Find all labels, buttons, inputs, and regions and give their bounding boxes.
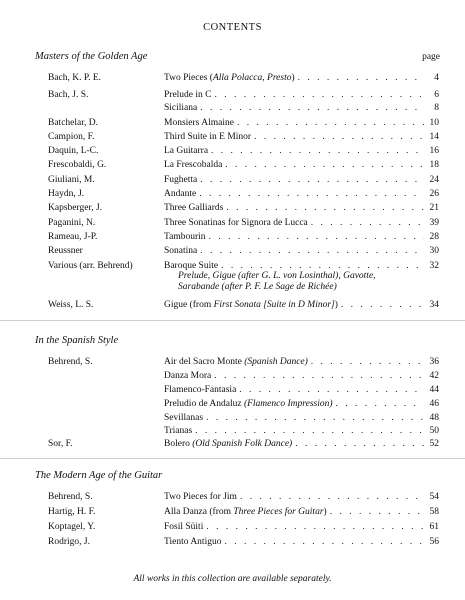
piece-title-text: Fughetta [164,175,198,185]
page-number: 48 [429,413,439,423]
page-number: 36 [429,357,439,367]
piece-title [164,369,211,383]
piece-line [164,130,439,144]
piece-line [164,244,439,258]
piece-title-text: Monsiers Almaine [164,118,234,128]
dot-leader [200,173,424,187]
piece-title-text: Andante [164,189,197,199]
dot-leader [209,230,424,244]
toc-entry[interactable] [0,397,465,411]
page-number: 42 [429,371,439,381]
page-number: 8 [434,103,439,113]
toc-entry[interactable] [0,144,465,158]
toc-entry[interactable] [0,369,465,383]
piece-title-text: Air del Sacro Monte [164,357,245,367]
piece-title [164,187,196,201]
page-number: 28 [429,232,439,242]
piece-title [164,411,203,425]
composer-name: Batchelar, D. [48,118,99,128]
page-number: 18 [429,160,439,170]
composer-name: Paganini, N. [48,218,96,228]
composer-name: Hartig, H. F. [48,507,96,517]
piece-title [164,505,327,519]
dot-leader [200,244,424,258]
page-number: 39 [429,218,439,228]
page-number: 50 [429,426,439,436]
dot-leader [195,424,424,438]
piece-title-text: Bolero [164,439,193,449]
dot-leader [206,411,424,425]
dot-leader [224,535,424,549]
page-title: CONTENTS [203,22,262,33]
piece-title [164,116,234,130]
piece-title-text: Two Pieces ( [164,73,213,83]
toc-entry[interactable] [0,383,465,397]
piece-title-text: Three Galliards [164,203,224,213]
dot-leader [240,490,424,504]
toc-entry[interactable] [0,355,465,369]
composer-name: Frescobaldi, G. [48,160,107,170]
page-number: 14 [429,132,439,142]
composer-name: Weiss, L. S. [48,300,94,310]
piece-title-text: La Guitarra [164,146,209,156]
piece-title-text: Sonatina [164,246,198,256]
page-number: 21 [429,203,439,213]
composer-name: Sor, F. [48,439,73,449]
piece-title-text: Two Pieces for Jim [164,492,237,502]
dot-leader [311,355,424,369]
composer-name: Giuliani, M. [48,175,95,185]
piece-line [164,158,439,172]
toc-entry[interactable] [0,490,465,504]
page-column-label: page [422,52,440,62]
composer-name: Bach, J. S. [48,90,89,100]
dot-leader [254,130,424,144]
section-title: In the Spanish Style [35,335,119,346]
piece-title-suffix: ) [323,507,327,517]
toc-entry[interactable] [0,187,465,201]
piece-title [164,437,292,451]
page-number: 30 [429,246,439,256]
piece-title-text: Flamenco-Fantasia [164,385,237,395]
dot-leader [200,101,424,115]
piece-line [164,424,439,438]
toc-entry[interactable] [0,505,465,519]
piece-title-italic: Three Pieces for Guitar [233,507,324,517]
toc-entry[interactable] [0,424,465,438]
piece-line [164,187,439,201]
piece-title [164,383,236,397]
piece-title [164,216,308,230]
piece-title-text: Three Sonatinas for Signora de Lucca [164,218,308,228]
piece-title-italic: (Spanish Dance) [244,357,308,367]
piece-title-suffix: ) [291,73,295,83]
piece-title-text: Danza Mora [164,371,212,381]
piece-line [164,116,439,130]
piece-line [164,144,439,158]
composer-name: Rodrigo, J. [48,537,90,547]
piece-line [164,397,439,411]
composer-name: Behrend, S. [48,357,93,367]
piece-title [164,298,338,312]
piece-title-text: Gigue (from [164,300,214,310]
piece-title [164,424,192,438]
piece-title-italic: (Flamenco Impression) [243,399,333,409]
piece-title-suffix: ) [334,300,338,310]
composer-name: Various (arr. Behrend) [48,261,133,271]
page-number: 4 [434,73,439,83]
piece-title-text: Fosil Süiti [164,522,204,532]
dot-leader [311,216,424,230]
toc-entry[interactable] [0,298,465,312]
toc-entry[interactable] [0,101,465,115]
section-title: Masters of the Golden Age [35,51,148,62]
piece-title [164,101,197,115]
piece-title-text: Trianas [164,426,193,436]
toc-entry[interactable] [0,173,465,187]
dot-leader [239,383,424,397]
dot-leader [225,158,424,172]
piece-title [164,201,223,215]
toc-entry[interactable] [0,216,465,230]
piece-line [164,71,439,85]
page-number: 54 [429,492,439,502]
page-number: 52 [429,439,439,449]
piece-line [164,411,439,425]
composer-name: Reussner [48,246,83,256]
piece-title [164,158,222,172]
dot-leader [215,88,425,102]
piece-line [164,437,439,451]
dot-leader [226,201,424,215]
dot-leader [206,520,424,534]
toc-entry[interactable] [0,201,465,215]
piece-title-text: Preludio de Andaluz [164,399,244,409]
piece-title-text: Siciliana [164,103,198,113]
footer-note: All works in this collection are available separately. [133,574,332,584]
piece-title-italic: First Sonata [Suite in D Minor] [213,300,335,310]
toc-entry[interactable] [0,88,465,102]
piece-title [164,520,203,534]
toc-entry[interactable] [0,535,465,549]
composer-name: Koptagel, Y. [48,522,96,532]
piece-title [164,490,237,504]
piece-line [164,520,439,534]
section-title: The Modern Age of the Guitar [35,470,163,481]
page-number: 6 [434,90,439,100]
piece-title [164,230,206,244]
piece-line [164,173,439,187]
piece-title-italic: (Old Spanish Folk Dance) [192,439,293,449]
toc-entry[interactable] [0,158,465,172]
composer-name: Daquin, L-C. [48,146,99,156]
toc-entry[interactable] [0,244,465,258]
dot-leader [214,369,424,383]
toc-entry[interactable] [0,411,465,425]
toc-entry[interactable] [0,520,465,534]
piece-title [164,173,197,187]
page-number: 10 [429,118,439,128]
dot-leader [336,397,424,411]
suite-contents-note: Prelude, Gigue (after G. L. von Losinthal), Gavotte, Sarabande (after P. F. Le Sage de Richée) [178,271,376,292]
piece-title [164,88,212,102]
page-number: 34 [429,300,439,310]
dot-leader [330,505,424,519]
dot-leader [199,187,424,201]
piece-title-text: Prelude in C [164,90,212,100]
section-divider [0,458,465,459]
piece-title [164,71,295,85]
composer-name: Rameau, J-P. [48,232,98,242]
dot-leader [295,437,424,451]
page-number: 58 [429,507,439,517]
page-number: 16 [429,146,439,156]
piece-title-text: Tiento Antiguo [164,537,222,547]
piece-title [164,144,208,158]
toc-entry[interactable] [0,230,465,244]
toc-entry[interactable] [0,71,465,85]
piece-line [164,490,439,504]
piece-line [164,535,439,549]
page-number: 26 [429,189,439,199]
page-number: 46 [429,399,439,409]
piece-line [164,298,439,312]
toc-entry[interactable] [0,437,465,451]
piece-line [164,505,439,519]
piece-line [164,216,439,230]
piece-line [164,88,439,102]
piece-title [164,244,197,258]
piece-title-text: La Frescobalda [164,160,223,170]
dot-leader [237,116,424,130]
piece-line [164,355,439,369]
dot-leader [341,298,424,312]
piece-line [164,230,439,244]
page-number: 32 [429,261,439,271]
piece-title-text: Sevillanas [164,413,204,423]
piece-title-italic: Alla Polacca, Presto [212,73,292,83]
toc-entry[interactable] [0,130,465,144]
composer-name: Haydn, J. [48,189,85,199]
page-number: 44 [429,385,439,395]
piece-line [164,383,439,397]
dot-leader [298,71,424,85]
composer-name: Behrend, S. [48,492,93,502]
composer-name: Campion, F. [48,132,95,142]
piece-title-text: Alla Danza (from [164,507,234,517]
piece-line [164,101,439,115]
page-number: 61 [429,522,439,532]
piece-title [164,535,221,549]
toc-entry[interactable] [0,116,465,130]
composer-name: Kapsberger, J. [48,203,103,213]
piece-title [164,130,251,144]
piece-title [164,397,333,411]
piece-title [164,355,308,369]
page-number: 56 [429,537,439,547]
piece-title-text: Tambourin [164,232,206,242]
piece-title-text: Baroque Suite [164,261,219,271]
dot-leader [211,144,424,158]
section-divider [0,320,465,321]
piece-line [164,201,439,215]
page-number: 24 [429,175,439,185]
piece-title-text: Third Suite in E Minor [164,132,252,142]
piece-line [164,369,439,383]
composer-name: Bach, K. P. E. [48,73,102,83]
